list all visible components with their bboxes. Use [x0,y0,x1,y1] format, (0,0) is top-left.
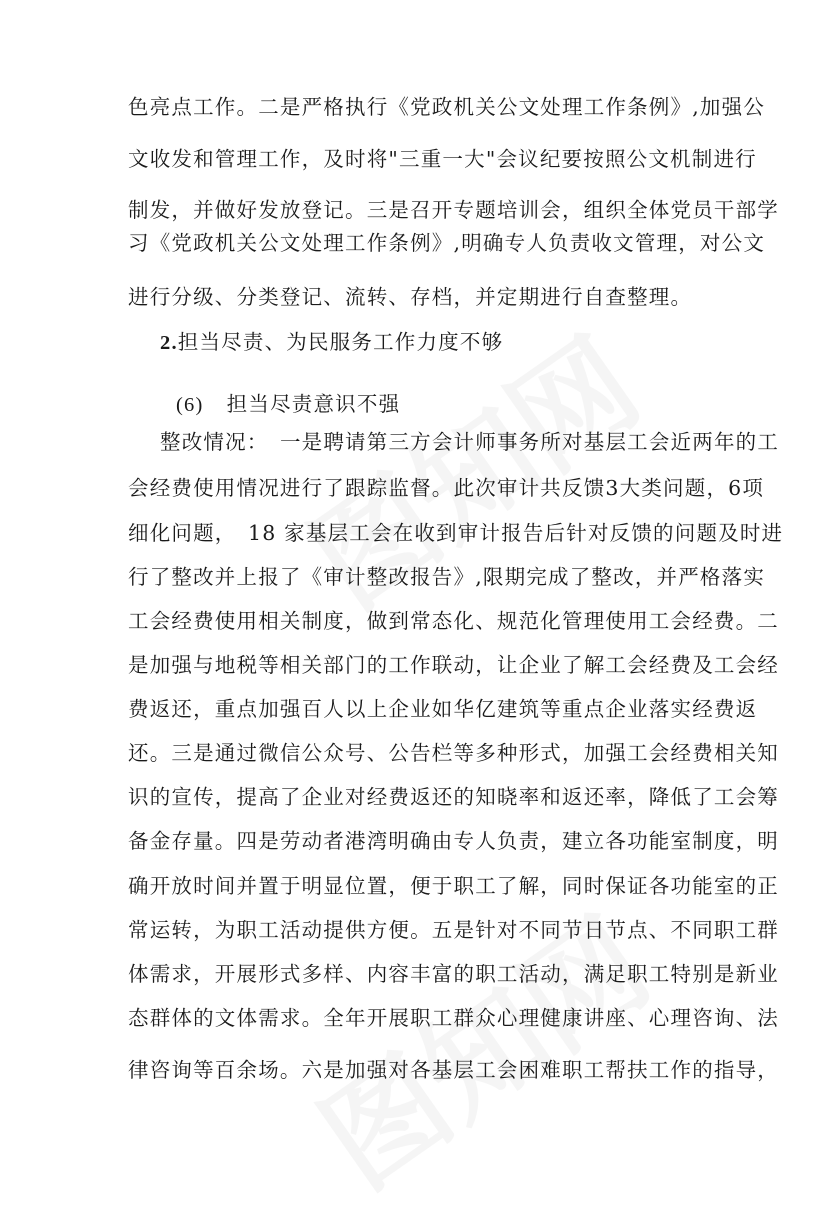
text-line: 习《党政机关公文处理工作条例》,明确专人负责收文管理，对公文 [128,231,766,255]
text-line: 会经费使用情况进行了跟踪监督。此次审计共反馈3大类问题，6项 [128,476,765,500]
text-line: 进行分级、分类登记、流转、存档，并定期进行自查整理。 [128,285,693,309]
text-line: 费返还，重点加强百人以上企业如华亿建筑等重点企业落实经费返 [128,697,758,721]
subsection-number: (6) [176,394,204,416]
text-line: 色亮点工作。二是严格执行《党政机关公文处理工作条例》,加强公 [128,95,766,119]
text-line: 还。三是通过微信公众号、公告栏等多种形式，加强工会经费相关知 [128,741,779,765]
text-line: 细化问题， 18 家基层工会在收到审计报告后针对反馈的问题及时进 [128,521,784,545]
section-heading [160,327,712,358]
subsection-heading [176,389,712,420]
subsection-text: 担当尽责意识不强 [226,392,401,416]
text-line: 工会经费使用相关制度，做到常态化、规范化管理使用工会经费。二 [128,609,779,633]
text-line: 常运转，为职工活动提供方便。五是针对不同节日节点、不同职工群 [128,918,779,942]
text-line: 备金存量。四是劳动者港湾明确由专人负责，建立各功能室制度，明 [128,829,779,853]
text-line: 律咨询等百余场。六是加强对各基层工会困难职工帮扶工作的指导， [128,1058,779,1082]
text-line: 是加强与地税等相关部门的工作联动，让企业了解工会经费及工会经 [128,653,779,677]
text-line: 体需求，开展形式多样、内容丰富的职工活动，满足职工特别是新业 [128,962,779,986]
text-line: 制发，并做好发放登记。三是召开专题培训会，组织全体党员干部学 [128,198,779,222]
text-line: 态群体的文体需求。全年开展职工群众心理健康讲座、心理咨询、法 [128,1006,779,1030]
section-heading-text: 担当尽责、为民服务工作力度不够 [177,330,504,354]
text-line: 识的宣传，提高了企业对经费返还的知晓率和返还率，降低了工会筹 [128,785,779,809]
text-line: 行了整改并上报了《审计整改报告》,限期完成了整改，并严格落实 [128,565,766,589]
section-heading-number: 2. [160,332,178,354]
text-line: 文收发和管理工作，及时将"三重一大"会议纪要按照公文机制进行 [128,147,757,171]
text-line: 确开放时间并置于明显位置，便于职工了解，同时保证各功能室的正 [128,874,779,898]
text-line: 整改情况： 一是聘请第三方会计师事务所对基层工会近两年的工 [160,430,780,454]
